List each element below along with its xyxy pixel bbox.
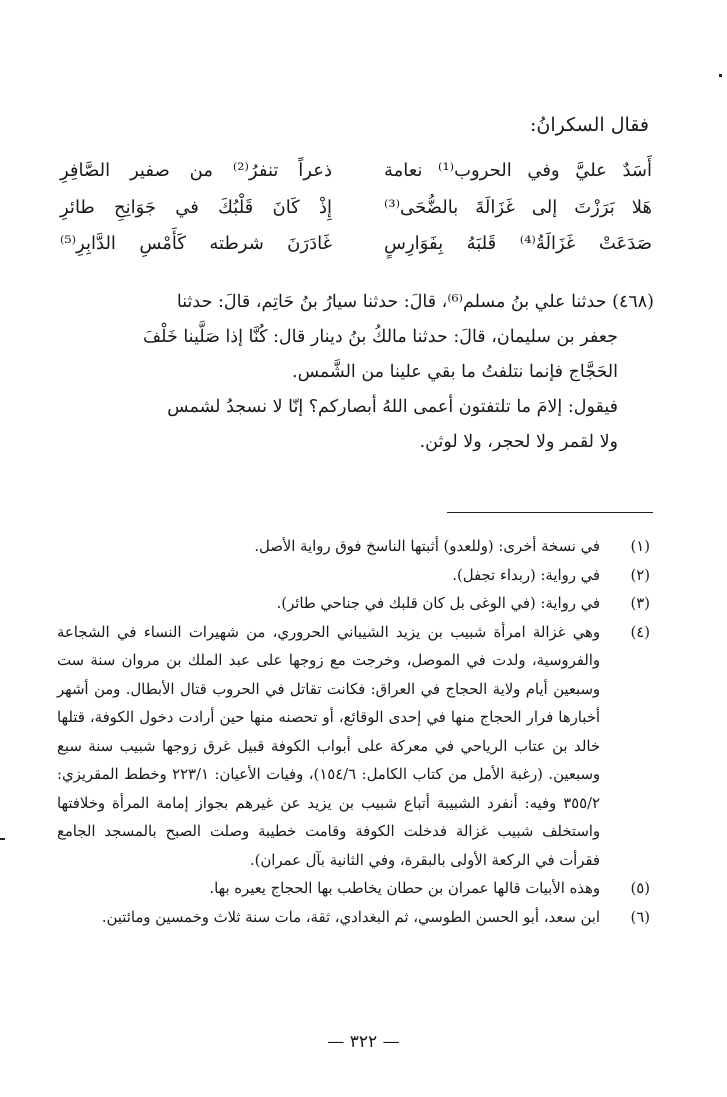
footnote-text: في نسخة أخرى: (وللعدو) أثبتها الناسخ فوق رواية الأصل. [254,538,600,555]
hadith-block [69,285,654,460]
footnote-6 [57,904,650,933]
footnote-5 [57,875,650,904]
hadith-line-1: (٤٦٨) حدثنا علي بنُ مسلم⁽⁶⁾، قالَ: حدثنا سيارُ بنُ حَاتِم، قالَ: حدثنا [176,292,654,312]
verse-1-second-hemistich: ذعراً تنفرُ⁽²⁾ من صفير الصَّافِرِ [60,160,332,181]
footnotes [57,533,650,932]
footnote-text: وهي غزالة امرأة شبيب بن يزيد الشيباني الحروري، من شهيرات النساء في الشجاعة والفروسية، ولدت في الموصل، وخرجت مع زوجها على عبد الملك بن مروان سنة ست وسبعين أيام ولاية الحجاج في العراق: فكانت تقاتل في الحروب قتال الأبطال. ومن أشهر أخبارها فرار الحجاج منها في إحدى الوقائع، أو تحصنه منها حين أرادت دخول الكوفة، قتلها خالد بن عتاب الرياحي في معركة على أبواب الكوفة قبيل غرق زوجها شبيب سنة سبع وسبعين. (رغبة الأمل من كتاب الكامل: ١٥٤/٦)، وفيات الأعيان: ٢٢٣/١ وخطط المقريزي: ٣٥٥/٢ وفيه: أنفرد الشبيبة أتباع شبيب بن يزيد عن غيرهم بجواز إمامة المرأة وخلافتها واستخلف شبيب غزالة فدخلت الكوفة وقامت خطيبة وصلت الصبح بالمسجد الجامع فقرأت في الركعة الأولى بالبقرة، وفي الثانية بآل عمران). [57,623,600,869]
hadith-number: (٤٦٨) [612,292,654,312]
page-number: — ٣٢٢ — [327,1032,400,1052]
intro-line: فقال السكرانُ: [530,114,649,136]
verse-1 [60,160,652,194]
footnote-number: (٤) [630,623,650,641]
verse-1-first-hemistich: أَسَدٌ عليَّ وفي الحروب⁽¹⁾ نعامة [384,160,652,181]
footnote-4 [57,619,650,876]
hadith-line-2: جعفر بن سليمان، قالَ: حدثنا مالكُ بنُ دينار قال: كُنَّا إذا صَلَّينا خَلْفَ [143,327,618,347]
footnote-separator [447,512,653,513]
verse-3-second-hemistich: غَادَرَنَ شرطته كَأَمْسِ الدَّابِرِ⁽⁵⁾ [60,233,332,254]
verse-2 [60,197,652,231]
footnote-text: وهذه الأبيات قالها عمران بن حطان يخاطب بها الحجاج يعيره بها. [209,880,600,897]
hadith-line-4: فيقول: إلامَ ما تلتفتون أعمى اللهُ أبصاركم؟ إنّا لا نسجدُ لشمس [167,397,618,417]
footnote-number: (٥) [630,880,650,897]
verse-3 [60,233,652,267]
footnote-number: (٣) [630,595,650,612]
footnote-3 [57,590,650,619]
scan-speck-mark [719,74,722,77]
footnote-number: (١) [630,538,650,555]
footnote-text: في رواية: (ربداء تجفل). [452,566,600,584]
footnote-1 [57,533,650,562]
hadith-line-5: ولا لقمر ولا لحجر، ولا لوثن. [419,432,618,452]
footnote-text: في رواية: (في الوغى بل كان قلبك في جناحي طائر). [276,595,600,612]
hadith-line-3: الحَجَّاج فإنما نتلفتُ ما بقي علينا من الشَّمس. [292,362,618,382]
scan-edge-mark [0,838,5,840]
footnote-2 [57,562,650,591]
verse-2-second-hemistich: إِذْ كَانَ قَلْبُكَ في جَوَانِحِ طائرِ [60,197,332,218]
footnote-text: ابن سعد، أبو الحسن الطوسي، ثم البغدادي، ثقة، مات سنة ثلاث وخمسين ومائتين. [101,908,600,926]
footnote-number: (٦) [630,908,650,926]
verse-3-first-hemistich: صَدَعَتْ غَزَالَةُ⁽⁴⁾ قَلبَهُ بِفَوَارِسٍ [384,233,652,254]
footnote-number: (٢) [630,566,650,584]
verse-2-first-hemistich: هَلا بَرَزْتَ إلى غَزَالَةَ بالضُّحَى⁽³⁾ [384,197,652,218]
